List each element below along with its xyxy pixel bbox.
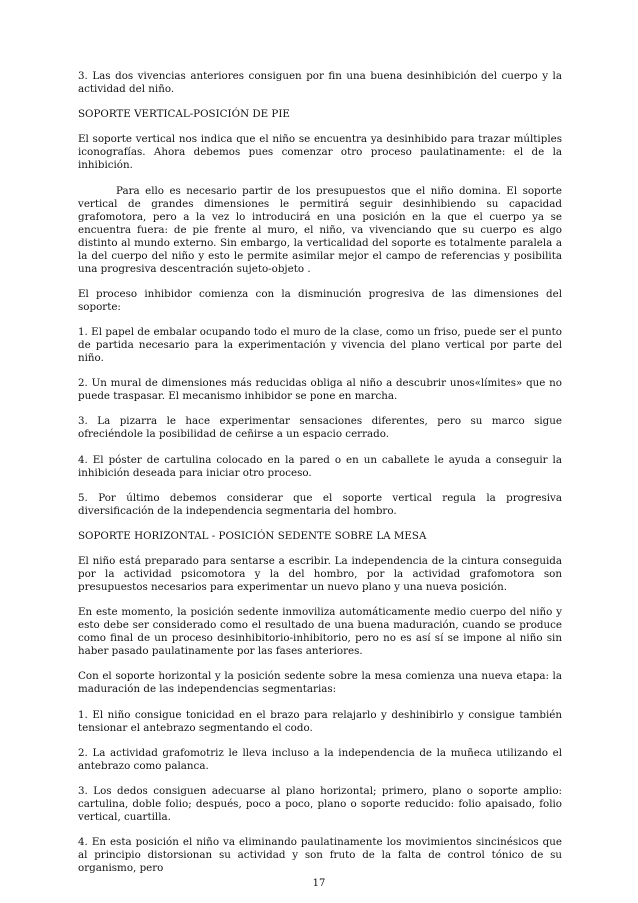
section-heading-vertical: SOPORTE VERTICAL-POSICIÓN DE PIE bbox=[78, 108, 290, 121]
paragraph-1: 3. Las dos vivencias anteriores consiguen por fin una buena desinhibición del cuerpo y la actividad del niño. bbox=[78, 70, 562, 95]
section-heading-horizontal: SOPORTE HORIZONTAL - POSICIÓN SEDENTE SOBRE LA MESA bbox=[78, 529, 427, 542]
paragraph-7: Con el soporte horizontal y la posición sedente sobre la mesa comienza una nueva etapa: la maduración de las independencias segmentarias: bbox=[78, 670, 562, 696]
list-item-vertical-2: 2. Un mural de dimensiones más reducidas obliga al niño a descubrir unos«límites» que no puede traspasar. El mecanismo inhibidor se pone en marcha. bbox=[78, 377, 562, 403]
page-number: 17 bbox=[312, 878, 326, 889]
paragraph-5: El niño está preparado para sentarse a escribir. La independencia de la cintura conseguida por la actividad psicomotora y la del hombro, por la actividad grafomotora son presupuestos necesarios para experimentar un nuevo plano y una nueva posición. bbox=[78, 555, 562, 594]
list-item-vertical-4: 4. El póster de cartulina colocado en la pared o en un caballete le ayuda a conseguir la inhibición deseada para iniciar otro proceso. bbox=[78, 453, 562, 479]
paragraph-6: En este momento, la posición sedente inmoviliza automáticamente medio cuerpo del niño y esto debe ser considerado como el resultado de una buena maduración, cuando se produce como final de un proceso desinhibitorio-inhibitorio, pero no es así sí se impone al niño sin haber pasado paulatinamente por las fases anteriores. bbox=[78, 606, 562, 658]
page-body bbox=[78, 70, 562, 887]
list-item-vertical-3: 3. La pizarra le hace experimentar sensaciones diferentes, pero su marco sigue ofreciéndole la posibilidad de ceñirse a un espacio cerrado. bbox=[78, 415, 562, 441]
paragraph-3: Para ello es necesario partir de los presupuestos que el niño domina. El soporte vertical de grandes dimensiones le permitirá seguir desinhibiendo su capacidad grafomotora, pero a la vez lo introducirá en una posición en la que el cuerpo ya se encuentra fuera: de pie frente al muro, el niño, va vivenciando que su cuerpo es algo distinto al mundo externo. Sin embargo, la verticalidad del soporte es totalmente paralela a la del cuerpo del niño y esto le permite asimilar mejor el campo de referencias y posibilita una progresiva descentración sujeto-objeto . bbox=[78, 184, 562, 275]
list-item-horizontal-4: 4. En esta posición el niño va eliminando paulatinamente los movimientos sincinésicos que al principio distorsionan su actividad y son fruto de la falta de control tónico de su organismo, pero bbox=[78, 836, 562, 875]
list-item-horizontal-2: 2. La actividad grafomotriz le lleva incluso a la independencia de la muñeca utilizando el antebrazo como palanca. bbox=[78, 746, 562, 772]
paragraph-4: El proceso inhibidor comienza con la disminución progresiva de las dimensiones del soporte: bbox=[78, 287, 562, 313]
paragraph-2: El soporte vertical nos indica que el niño se encuentra ya desinhibido para trazar múltiples iconografías. Ahora debemos pues comenzar otro proceso paulatinamente: el de la inhibición. bbox=[78, 133, 562, 172]
list-item-horizontal-3: 3. Los dedos consiguen adecuarse al plano horizontal; primero, plano o soporte amplio: cartulina, doble folio; después, poco a poco, plano o soporte reducido: folio apaisado, folio vertical, cuartilla. bbox=[78, 785, 562, 823]
list-item-vertical-1: 1. El papel de embalar ocupando todo el muro de la clase, como un friso, puede ser el punto de partida necesario para la experimentación y vivencia del plano vertical por parte del niño. bbox=[78, 325, 562, 364]
list-item-horizontal-1: 1. El niño consigue tonicidad en el brazo para relajarlo y deshinibirlo y consigue también tensionar el antebrazo segmentando el codo. bbox=[78, 708, 562, 734]
list-item-vertical-5: 5. Por último debemos considerar que el soporte vertical regula la progresiva diversificación de la independencia segmentaria del hombro. bbox=[78, 491, 562, 517]
